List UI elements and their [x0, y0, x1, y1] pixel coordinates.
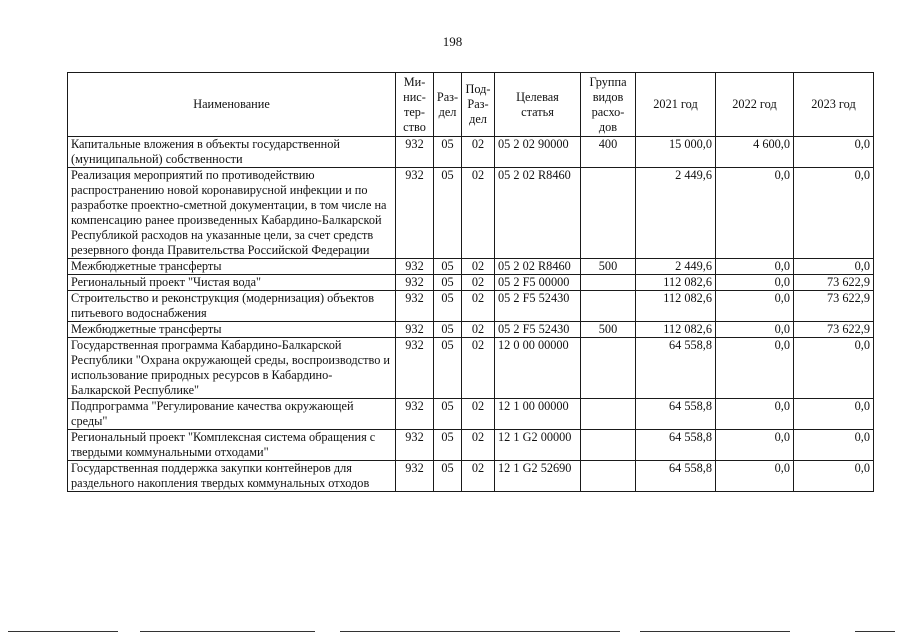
row-name: Межбюджетные трансферты: [68, 322, 396, 338]
row-section: 05: [434, 259, 462, 275]
row-2023: 0,0: [794, 338, 874, 399]
table-row: [68, 399, 874, 430]
scan-edge-lines: [0, 628, 905, 634]
row-group: [581, 461, 636, 492]
row-target: 05 2 F5 00000: [495, 275, 581, 291]
row-target: 12 0 00 00000: [495, 338, 581, 399]
row-2021: 64 558,8: [636, 461, 716, 492]
row-target: 05 2 02 R8460: [495, 259, 581, 275]
row-section: 05: [434, 461, 462, 492]
header-2022: 2022 год: [716, 73, 794, 137]
table-row: [68, 291, 874, 322]
row-name: Региональный проект "Чистая вода": [68, 275, 396, 291]
row-2022: 0,0: [716, 259, 794, 275]
row-ministry: 932: [396, 275, 434, 291]
row-group: [581, 430, 636, 461]
row-2022: 0,0: [716, 461, 794, 492]
scan-edge-line: [340, 631, 620, 632]
row-target: 05 2 02 90000: [495, 137, 581, 168]
row-ministry: 932: [396, 291, 434, 322]
table-row: [68, 322, 874, 338]
row-2023: 73 622,9: [794, 275, 874, 291]
row-name: Капитальные вложения в объекты государственной (муниципальной) собственности: [68, 137, 396, 168]
row-section: 05: [434, 275, 462, 291]
row-section: 05: [434, 338, 462, 399]
table-row: [68, 168, 874, 259]
row-2022: 0,0: [716, 168, 794, 259]
row-name: Межбюджетные трансферты: [68, 259, 396, 275]
row-2022: 4 600,0: [716, 137, 794, 168]
row-subsection: 02: [462, 275, 495, 291]
row-target: 12 1 00 00000: [495, 399, 581, 430]
row-group: 400: [581, 137, 636, 168]
row-name: Строительство и реконструкция (модернизация) объектов питьевого водоснабжения: [68, 291, 396, 322]
table-row: [68, 461, 874, 492]
row-2021: 2 449,6: [636, 259, 716, 275]
row-ministry: 932: [396, 461, 434, 492]
header-name: Наименование: [68, 73, 396, 137]
row-2022: 0,0: [716, 291, 794, 322]
header-subsection: Под- Раз- дел: [462, 73, 495, 137]
row-group: 500: [581, 259, 636, 275]
row-2022: 0,0: [716, 430, 794, 461]
row-target: 05 2 F5 52430: [495, 322, 581, 338]
row-subsection: 02: [462, 168, 495, 259]
header-2021: 2021 год: [636, 73, 716, 137]
row-name: Государственная программа Кабардино-Балкарской Республики "Охрана окружающей среды, воспроизводство и использование природных ресурсов в Кабардино-Балкарской Республике": [68, 338, 396, 399]
scan-edge-line: [140, 631, 315, 632]
row-2023: 0,0: [794, 137, 874, 168]
row-group: [581, 399, 636, 430]
row-section: 05: [434, 137, 462, 168]
row-ministry: 932: [396, 137, 434, 168]
row-subsection: 02: [462, 322, 495, 338]
row-2023: 73 622,9: [794, 322, 874, 338]
header-target: Целевая статья: [495, 73, 581, 137]
row-2021: 112 082,6: [636, 275, 716, 291]
row-subsection: 02: [462, 137, 495, 168]
row-subsection: 02: [462, 430, 495, 461]
table-row: [68, 338, 874, 399]
table-header-row: [68, 73, 874, 137]
row-group: [581, 168, 636, 259]
row-2022: 0,0: [716, 322, 794, 338]
row-2022: 0,0: [716, 275, 794, 291]
row-2022: 0,0: [716, 338, 794, 399]
row-section: 05: [434, 399, 462, 430]
row-name: Подпрограмма "Регулирование качества окружающей среды": [68, 399, 396, 430]
row-2021: 64 558,8: [636, 338, 716, 399]
row-name: Реализация мероприятий по противодействию распространению новой коронавирусной инфекции и по разработке проектно-сметной документации, в том числе на компенсацию ранее произведенных Кабардино-Балкарской Республикой расходов на указанные цели, за счет средств резервного фонда Правительства Российской Федерации: [68, 168, 396, 259]
header-ministry: Ми- нис- тер- ство: [396, 73, 434, 137]
row-ministry: 932: [396, 338, 434, 399]
row-ministry: 932: [396, 322, 434, 338]
row-ministry: 932: [396, 399, 434, 430]
row-2023: 0,0: [794, 461, 874, 492]
row-ministry: 932: [396, 168, 434, 259]
row-subsection: 02: [462, 399, 495, 430]
row-2021: 64 558,8: [636, 399, 716, 430]
row-2023: 0,0: [794, 399, 874, 430]
row-section: 05: [434, 430, 462, 461]
row-2023: 0,0: [794, 168, 874, 259]
table-row: [68, 275, 874, 291]
scan-edge-line: [640, 631, 790, 632]
row-target: 12 1 G2 00000: [495, 430, 581, 461]
row-2021: 64 558,8: [636, 430, 716, 461]
row-group: [581, 291, 636, 322]
table-row: [68, 137, 874, 168]
scan-edge-line: [855, 631, 895, 632]
row-name: Государственная поддержка закупки контейнеров для раздельного накопления твердых коммунальных отходов: [68, 461, 396, 492]
row-2023: 73 622,9: [794, 291, 874, 322]
page-number: 198: [442, 34, 463, 49]
row-2021: 2 449,6: [636, 168, 716, 259]
row-name: Региональный проект "Комплексная система обращения с твердыми коммунальными отходами": [68, 430, 396, 461]
row-2021: 15 000,0: [636, 137, 716, 168]
row-2021: 112 082,6: [636, 322, 716, 338]
row-section: 05: [434, 291, 462, 322]
row-2021: 112 082,6: [636, 291, 716, 322]
row-subsection: 02: [462, 291, 495, 322]
header-section: Раз- дел: [434, 73, 462, 137]
row-target: 05 2 F5 52430: [495, 291, 581, 322]
header-2023: 2023 год: [794, 73, 874, 137]
row-subsection: 02: [462, 259, 495, 275]
row-subsection: 02: [462, 461, 495, 492]
scan-edge-line: [8, 631, 118, 632]
row-2023: 0,0: [794, 259, 874, 275]
row-subsection: 02: [462, 338, 495, 399]
row-group: [581, 275, 636, 291]
table-row: [68, 259, 874, 275]
row-group: [581, 338, 636, 399]
row-ministry: 932: [396, 430, 434, 461]
row-target: 12 1 G2 52690: [495, 461, 581, 492]
row-section: 05: [434, 168, 462, 259]
row-2022: 0,0: [716, 399, 794, 430]
row-target: 05 2 02 R8460: [495, 168, 581, 259]
budget-table: [67, 72, 874, 492]
row-ministry: 932: [396, 259, 434, 275]
row-group: 500: [581, 322, 636, 338]
table-row: [68, 430, 874, 461]
row-2023: 0,0: [794, 430, 874, 461]
header-group: Группа видов расхо- дов: [581, 73, 636, 137]
row-section: 05: [434, 322, 462, 338]
